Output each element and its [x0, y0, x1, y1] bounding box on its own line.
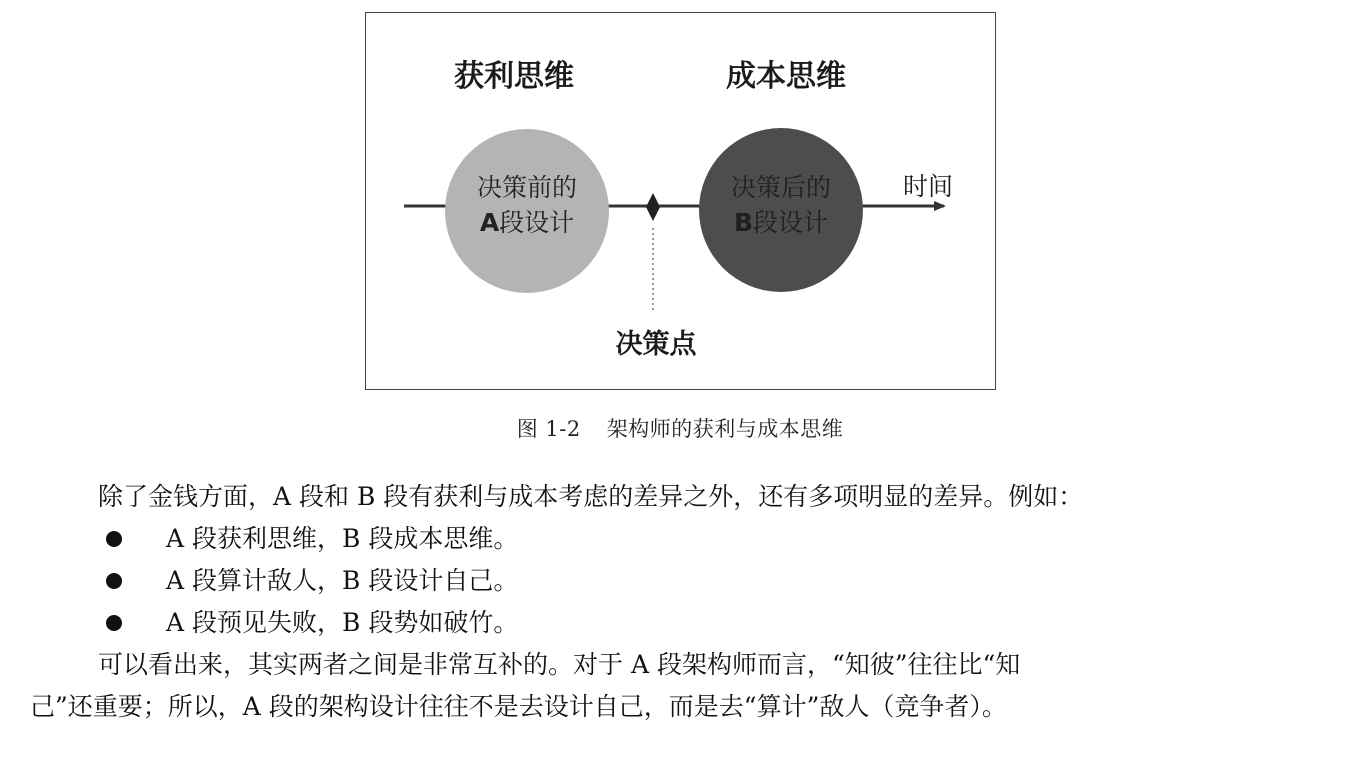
figure-caption	[0, 413, 1360, 443]
list-item	[0, 560, 1360, 602]
conclusion-line-1: 可以看出来，其实两者之间是非常互补的。对于 A 段架构师而言，“知彼”往往比“知	[98, 650, 1021, 679]
conclusion-line-2: 己”还重要；所以，A 段的架构设计往往不是去设计自己，而是去“算计”敌人（竞争者）。	[30, 692, 1007, 721]
cost-mindset-label: 成本思维	[726, 59, 846, 94]
circle-a-line2-bold: A	[479, 208, 500, 237]
intro-paragraph: 除了金钱方面，A 段和 B 段有获利与成本考虑的差异之外，还有多项明显的差异。例如：	[98, 482, 1084, 511]
circle-b-line2	[734, 208, 828, 237]
circle-b-line2-rest: 段设计	[753, 208, 829, 237]
profit-mindset-label: 获利思维	[454, 59, 574, 94]
circle-a-line2-rest: 段设计	[499, 208, 575, 237]
figure-frame	[365, 12, 996, 390]
list-item	[0, 518, 1360, 560]
bullet-dot-icon	[106, 531, 122, 547]
circle-b-line2-bold: B	[733, 208, 754, 237]
list-item	[0, 602, 1360, 644]
decision-point-marker	[646, 193, 660, 221]
bullet-dot-icon	[106, 615, 122, 631]
bullet-dot-icon	[106, 573, 122, 589]
decision-point-label: 决策点	[615, 329, 697, 360]
figure-title: 架构师的获利与成本思维	[606, 417, 844, 441]
circle-b-line1: 决策后的	[730, 173, 832, 202]
list-item-text: A 段预见失败，B 段势如破竹。	[166, 608, 519, 637]
figure-diagram	[366, 13, 997, 391]
body-text	[0, 476, 1360, 728]
time-label: 时间	[902, 172, 954, 201]
figure-number: 图 1-2	[516, 417, 581, 441]
list-item-text: A 段算计敌人，B 段设计自己。	[166, 566, 519, 595]
circle-a-line1: 决策前的	[476, 173, 578, 202]
list-item-text: A 段获利思维，B 段成本思维。	[166, 524, 519, 553]
circle-a-line2	[480, 208, 574, 237]
